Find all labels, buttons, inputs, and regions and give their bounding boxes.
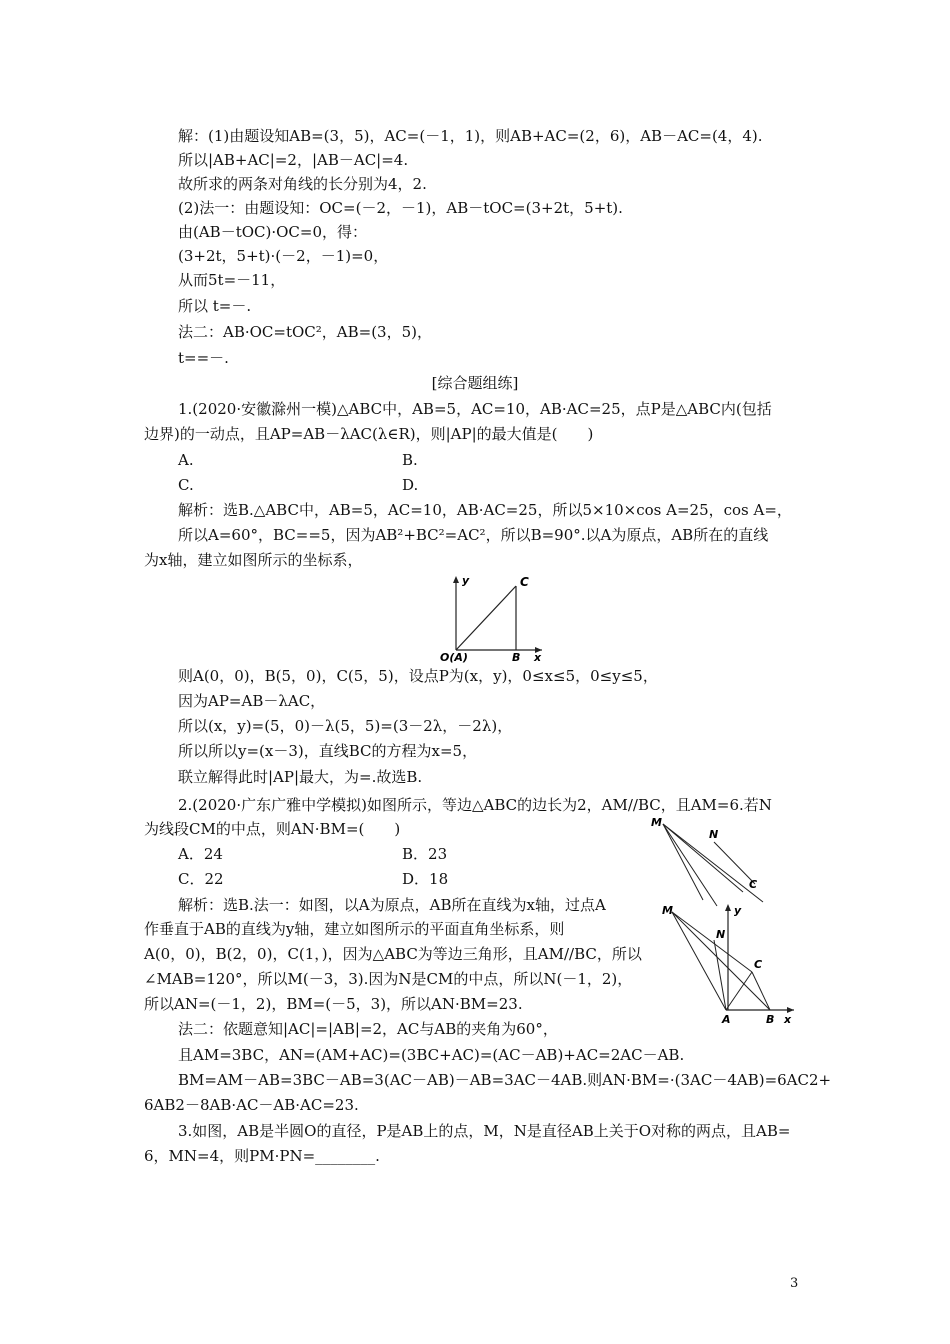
- text-line: 为x轴，建立如图所示的坐标系，: [144, 551, 363, 569]
- option-a: A.: [178, 451, 194, 469]
- y-axis-arrow: [725, 904, 731, 911]
- segment-bc: [752, 972, 770, 1010]
- segment-mc: [672, 912, 752, 972]
- text-line: 解：(1)由题设知AB=(3，5)，AC=(－1，1)，则AB+AC=(2，6)，AB－AC=(4，4).: [178, 127, 763, 145]
- text-line: 故所求的两条对角线的长分别为4，2.: [178, 175, 427, 193]
- y-label: y: [462, 574, 470, 587]
- page-number: 3: [790, 1276, 799, 1291]
- text-line: 作垂直于AB的直线为y轴，建立如图所示的平面直角坐标系，则: [144, 920, 565, 938]
- option-d: D．18: [402, 870, 449, 888]
- text-line: ∠MAB=120°，所以M(－3，3).因为N是CM的中点，所以N(－1，2)，: [144, 970, 633, 988]
- option-a: A．24: [178, 845, 223, 863]
- text-line: 所以A=60°，BC==5，因为AB²+BC²=AC²，所以B=90°.以A为原点，AB所在的直线: [178, 526, 769, 544]
- option-c: C．22: [178, 870, 224, 888]
- point-m-label: M: [662, 904, 673, 917]
- text-line: 从而5t=－11，: [178, 271, 286, 289]
- option-b: B.: [402, 451, 418, 469]
- section-heading: [综合题组练]: [431, 374, 519, 392]
- x-label: x: [534, 651, 542, 664]
- text-line: 解析：选B.△ABC中，AB=5，AC=10，AB·AC=25，所以5×10×cos A=25，cos A=，: [178, 501, 792, 519]
- text-line: 为线段CM的中点，则AN·BM=( ): [144, 820, 401, 838]
- text-line: 因为AP=AB－λAC，: [178, 692, 326, 710]
- option-d: D.: [402, 476, 419, 494]
- text-line: BM=AM－AB=3BC－AB=3(AC－AB)－AB=3AC－4AB.则AN·BM=·(3AC－4AB)=6AC2+: [178, 1071, 832, 1089]
- y-axis-arrow: [453, 576, 459, 583]
- option-b: B．23: [402, 845, 448, 863]
- point-c-label: C: [749, 878, 758, 891]
- point-a-label: A: [722, 1013, 731, 1026]
- geometry-figure-2: [645, 814, 775, 908]
- text-line: A(0，0)，B(2，0)，C(1，)，因为△ABC为等边三角形，且AM//BC，所以: [144, 945, 642, 963]
- point-n-label: N: [716, 928, 726, 941]
- text-line: (2)法一：由题设知：OC=(－2，－1)，AB－tOC=(3+2t，5+t).: [178, 199, 623, 217]
- y-label: y: [734, 904, 742, 917]
- text-line: 法二：依题意知|AC|=|AB|=2，AC与AB的夹角为60°，: [178, 1020, 558, 1038]
- text-line: 解析：选B.法一：如图，以A为原点，AB所在直线为x轴，过点A: [178, 896, 606, 914]
- segment-ac: [456, 586, 516, 650]
- text-line: 由(AB－tOC)·OC=0，得：: [178, 223, 368, 241]
- origin-label: O(A): [440, 651, 468, 664]
- segment-ac: [726, 972, 752, 1010]
- line-m-4: [663, 824, 703, 900]
- option-c: C.: [178, 476, 194, 494]
- text-line: t==－.: [178, 349, 229, 367]
- text-line: 边界)的一动点，且AP=AB－λAC(λ∈R)，则|AP|的最大值是( ): [144, 425, 594, 443]
- text-line: 法二：AB·OC=tOC²，AB=(3，5)，: [178, 323, 432, 341]
- question-3: 3.如图，AB是半圆O的直径，P是AB上的点，M，N是直径AB上关于O对称的两点，且AB=: [178, 1122, 791, 1140]
- point-b-label: B: [766, 1013, 775, 1026]
- text-line: 所以 t=－.: [178, 297, 252, 315]
- question-1: 1.(2020·安徽滁州一模)△ABC中，AB=5，AC=10，AB·AC=25，点P是△ABC内(包括: [178, 400, 772, 418]
- point-m-label: M: [651, 816, 662, 829]
- text-line: 所以|AB+AC|=2，|AB－AC|=4.: [178, 151, 409, 169]
- geometry-figure-3: [658, 898, 798, 1028]
- text-line: 则A(0，0)，B(5，0)，C(5，5)，设点P为(x，y)，0≤x≤5，0≤y≤5，: [178, 667, 658, 685]
- text-line: 所以(x，y)=(5，0)－λ(5，5)=(3－2λ，－2λ)，: [178, 717, 513, 735]
- text-line: 所以AN=(－1，2)，BM=(－5，3)，所以AN·BM=23.: [144, 995, 523, 1013]
- point-b-label: B: [512, 651, 521, 664]
- point-c-label: C: [520, 575, 529, 589]
- question-2: 2.(2020·广东广雅中学模拟)如图所示，等边△ABC的边长为2，AM//BC，且AM=6.若N: [178, 796, 772, 814]
- text-line: 6，MN=4，则PM·PN=________.: [144, 1147, 380, 1165]
- point-n-label: N: [709, 828, 719, 841]
- coordinate-figure-1: [436, 572, 548, 664]
- text-line: 6AB2－8AB·AC－AB·AC=23.: [144, 1096, 359, 1114]
- text-line: 联立解得此时|AP|最大，为=.故选B.: [178, 768, 423, 786]
- text-line: 所以所以y=(x－3)，直线BC的方程为x=5，: [178, 742, 478, 760]
- text-line: (3+2t，5+t)·(－2，－1)=0，: [178, 247, 389, 265]
- line-m-2: [663, 824, 743, 892]
- x-label: x: [784, 1013, 792, 1026]
- point-c-label: C: [754, 958, 763, 971]
- text-line: 且AM=3BC，AN=(AM+AC)=(3BC+AC)=(AC－AB)+AC=2AC－AB.: [178, 1046, 685, 1064]
